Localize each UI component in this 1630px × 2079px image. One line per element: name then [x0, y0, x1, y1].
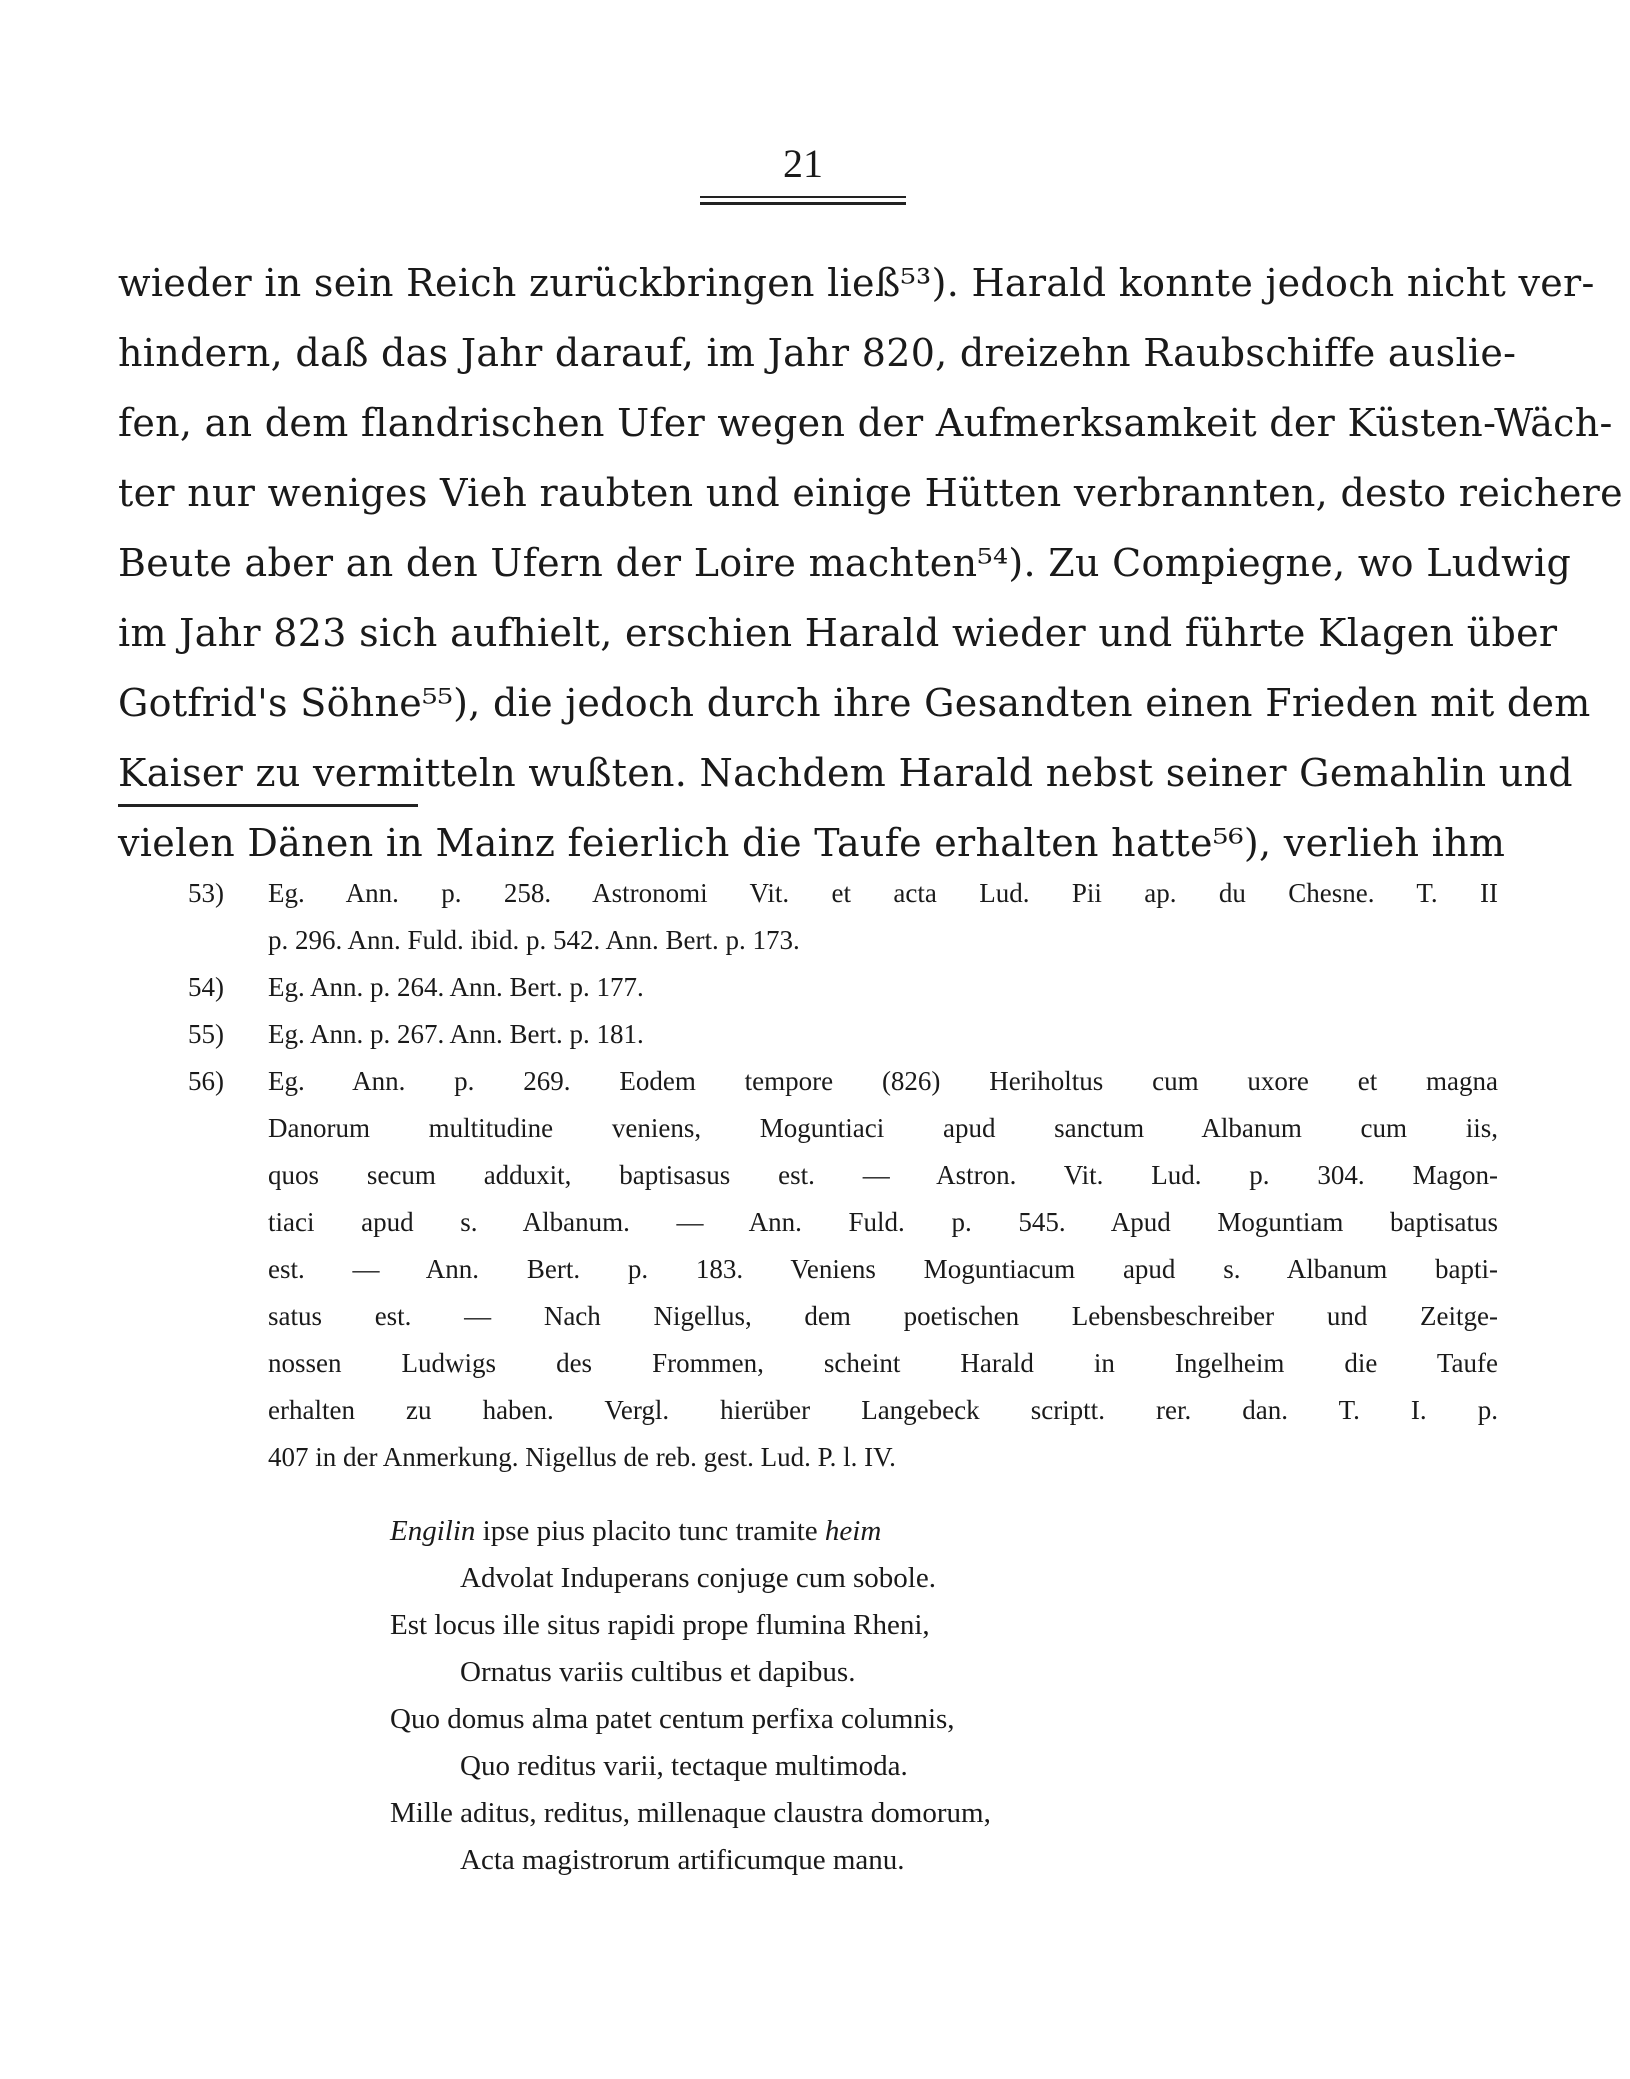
text-line: im Jahr 823 sich aufhielt, erschien Harald wieder und führte Klagen über [118, 611, 1558, 655]
footnote-line: tiaci apud s. Albanum. — Ann. Fuld. p. 545. Apud Moguntiam baptisatus [268, 1207, 1498, 1237]
text-line: vielen Dänen in Mainz feierlich die Taufe erhalten hatte⁵⁶), verlieh ihm [118, 821, 1506, 865]
header-rule [700, 196, 906, 198]
text-line: hindern, daß das Jahr darauf, im Jahr 820, dreizehn Raubschiffe auslie- [118, 331, 1517, 375]
main-text [118, 248, 1623, 878]
footnote-number: 53) [188, 878, 224, 908]
verse-line: Acta magistrorum artificumque manu. [460, 1844, 905, 1876]
verse-line: Advolat Induperans conjuge cum sobole. [460, 1562, 936, 1594]
footnote-line: Danorum multitudine veniens, Moguntiaci apud sanctum Albanum cum iis, [268, 1113, 1498, 1143]
verse-line: Ornatus variis cultibus et dapibus. [460, 1656, 856, 1688]
verse-line: Quo domus alma patet centum perfixa columnis, [390, 1703, 955, 1735]
header-rule-double [700, 202, 906, 205]
footnote-56 [188, 1058, 1498, 1481]
text-line: wieder in sein Reich zurückbringen ließ⁵³). Harald konnte jedoch nicht ver- [118, 261, 1595, 305]
text-line: Gotfrid's Söhne⁵⁵), die jedoch durch ihre Gesandten einen Frieden mit dem [118, 681, 1591, 725]
verse-italic-word: Engilin [390, 1515, 476, 1547]
footnote-line: Eg. Ann. p. 264. Ann. Bert. p. 177. [268, 972, 644, 1002]
text-line: Beute aber an den Ufern der Loire machten⁵⁴). Zu Compiegne, wo Ludwig [118, 541, 1572, 585]
verse-line: Est locus ille situs rapidi prope flumina Rheni, [390, 1609, 930, 1641]
footnotes [188, 870, 1498, 1481]
verse-line: Mille aditus, reditus, millenaque claustra domorum, [390, 1797, 991, 1829]
footnote-number: 54) [188, 972, 224, 1002]
verse-italic-word: heim [824, 1515, 882, 1547]
page-number: 21 [783, 141, 823, 186]
footnote-line: Eg. Ann. p. 267. Ann. Bert. p. 181. [268, 1019, 644, 1049]
verse-line [390, 1508, 1290, 1555]
footnote-line: est. — Ann. Bert. p. 183. Veniens Moguntiacum apud s. Albanum bapti- [268, 1254, 1498, 1284]
text-line: ter nur weniges Vieh raubten und einige Hütten verbrannten, desto reichere [118, 471, 1623, 515]
footnote-line: Eg. Ann. p. 269. Eodem tempore (826) Heriholtus cum uxore et magna [268, 1066, 1498, 1096]
footnote-separator [118, 804, 418, 807]
footnote-line: 407 in der Anmerkung. Nigellus de reb. gest. Lud. P. l. IV. [268, 1442, 896, 1472]
footnote-line: nossen Ludwigs des Frommen, scheint Harald in Ingelheim die Taufe [268, 1348, 1498, 1378]
footnote-line: Eg. Ann. p. 258. Astronomi Vit. et acta Lud. Pii ap. du Chesne. T. II [268, 878, 1498, 908]
quoted-verse [390, 1508, 1290, 1884]
footnote-line: p. 296. Ann. Fuld. ibid. p. 542. Ann. Bert. p. 173. [268, 925, 800, 955]
footnote-55 [188, 1011, 1498, 1058]
footnote-number: 56) [188, 1066, 224, 1096]
text-line: Kaiser zu vermitteln wußten. Nachdem Harald nebst seiner Gemahlin und [118, 751, 1573, 795]
footnote-54 [188, 964, 1498, 1011]
footnote-number: 55) [188, 1019, 224, 1049]
verse-line: Quo reditus varii, tectaque multimoda. [460, 1750, 908, 1782]
text-line: fen, an dem flandrischen Ufer wegen der Aufmerksamkeit der Küsten-Wäch- [118, 401, 1613, 445]
footnote-line: erhalten zu haben. Vergl. hierüber Langebeck scriptt. rer. dan. T. I. p. [268, 1395, 1498, 1425]
footnote-53 [188, 870, 1498, 964]
verse-text: ipse pius placito tunc tramite [475, 1515, 825, 1547]
footnote-line: quos secum adduxit, baptisasus est. — Astron. Vit. Lud. p. 304. Magon- [268, 1160, 1498, 1190]
footnote-line: satus est. — Nach Nigellus, dem poetischen Lebensbeschreiber und Zeitge- [268, 1301, 1498, 1331]
